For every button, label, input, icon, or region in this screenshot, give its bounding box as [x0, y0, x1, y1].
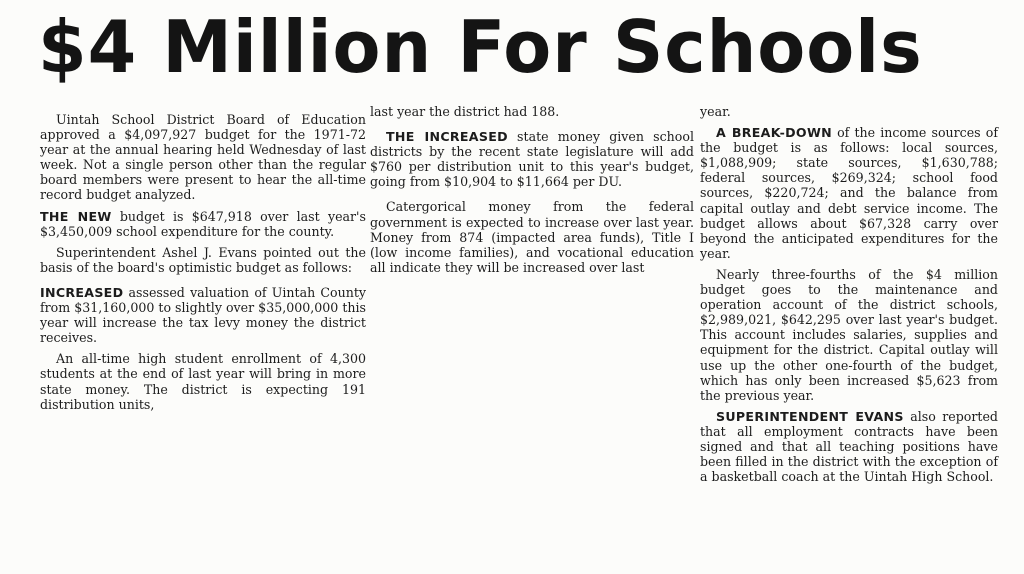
paragraph	[370, 129, 694, 189]
paragraph	[40, 351, 366, 411]
headline: $4 Million For Schools	[38, 5, 923, 89]
paragraph	[700, 104, 998, 119]
paragraph-text: Catergorical money from the federal government is expected to increase over last year. Money from 874 (impacted area funds), Title I (low income families), and vocational education all indicate they will be increased over last	[370, 199, 694, 275]
paragraph	[370, 104, 694, 119]
paragraph-text: also reported that all employment contracts have been signed and that all teaching positions have been filled in the district with the exception of a basketball coach at the Uintah High School.	[700, 408, 998, 485]
article-column-3	[700, 104, 998, 490]
paragraph	[700, 409, 998, 484]
paragraph-text: An all-time high student enrollment of 4,300 students at the end of last year will bring in more state money. The district is expecting 191 distribution units,	[40, 351, 366, 412]
paragraph-text: Nearly three-fourths of the $4 million budget goes to the maintenance and operation account of the district schools, $2,989,021, $642,295 over last year's budget. This account includes salaries, supplies and equipment for the district. Capital outlay will use up the other one-fourth of the budget, which has only been increased $5,623 from the previous year.	[700, 266, 998, 403]
paragraph	[700, 267, 998, 403]
paragraph-lead: SUPERINTENDENT EVANS	[716, 408, 904, 424]
paragraph-text: last year the district had 188.	[370, 104, 560, 119]
paragraph-text: Uintah School District Board of Education approved a $4,097,927 budget for the 1971-72 year at the annual hearing held Wednesday of last week. Not a single person other than the regular board members were present to hear the all-time record budget analyzed.	[40, 112, 366, 203]
article-column-1	[40, 112, 366, 418]
paragraph-lead: THE NEW	[40, 208, 112, 224]
paragraph-text: budget is $647,918 over last year's $3,450,009 school expenditure for the county.	[40, 208, 366, 239]
paragraph-lead: A BREAK-DOWN	[716, 125, 832, 141]
paragraph-text: state money given school districts by the recent state legislature will add $760 per distribution unit to this year's budget, going from $10,904 to $11,664 per DU.	[370, 129, 694, 190]
paragraph-text: assessed valuation of Uintah County from $31,160,000 to slightly over $35,000,000 this year will increase the tax levy money the district receives.	[40, 284, 366, 346]
paragraph-text: year.	[700, 104, 731, 119]
paragraph-text: of the income sources of the budget is as follows: local sources, $1,088,909; state sources, $1,630,788; federal sources, $269,324; school food sources, $220,724; and the balance from capital outlay and debt service income. The budget allows about $67,328 carry over beyond the anticipated expenditures for the year.	[700, 125, 998, 261]
paragraph	[40, 245, 366, 275]
paragraph	[40, 112, 366, 203]
paragraph-text: Superintendent Ashel J. Evans pointed out the basis of the board's optimistic budget as follows:	[40, 244, 366, 275]
paragraph-lead: INCREASED	[40, 284, 124, 300]
paragraph	[370, 199, 694, 274]
paragraph	[40, 209, 366, 239]
article-column-2	[370, 104, 694, 281]
paragraph	[40, 285, 366, 345]
paragraph	[700, 125, 998, 261]
paragraph-lead: THE INCREASED	[386, 129, 508, 145]
